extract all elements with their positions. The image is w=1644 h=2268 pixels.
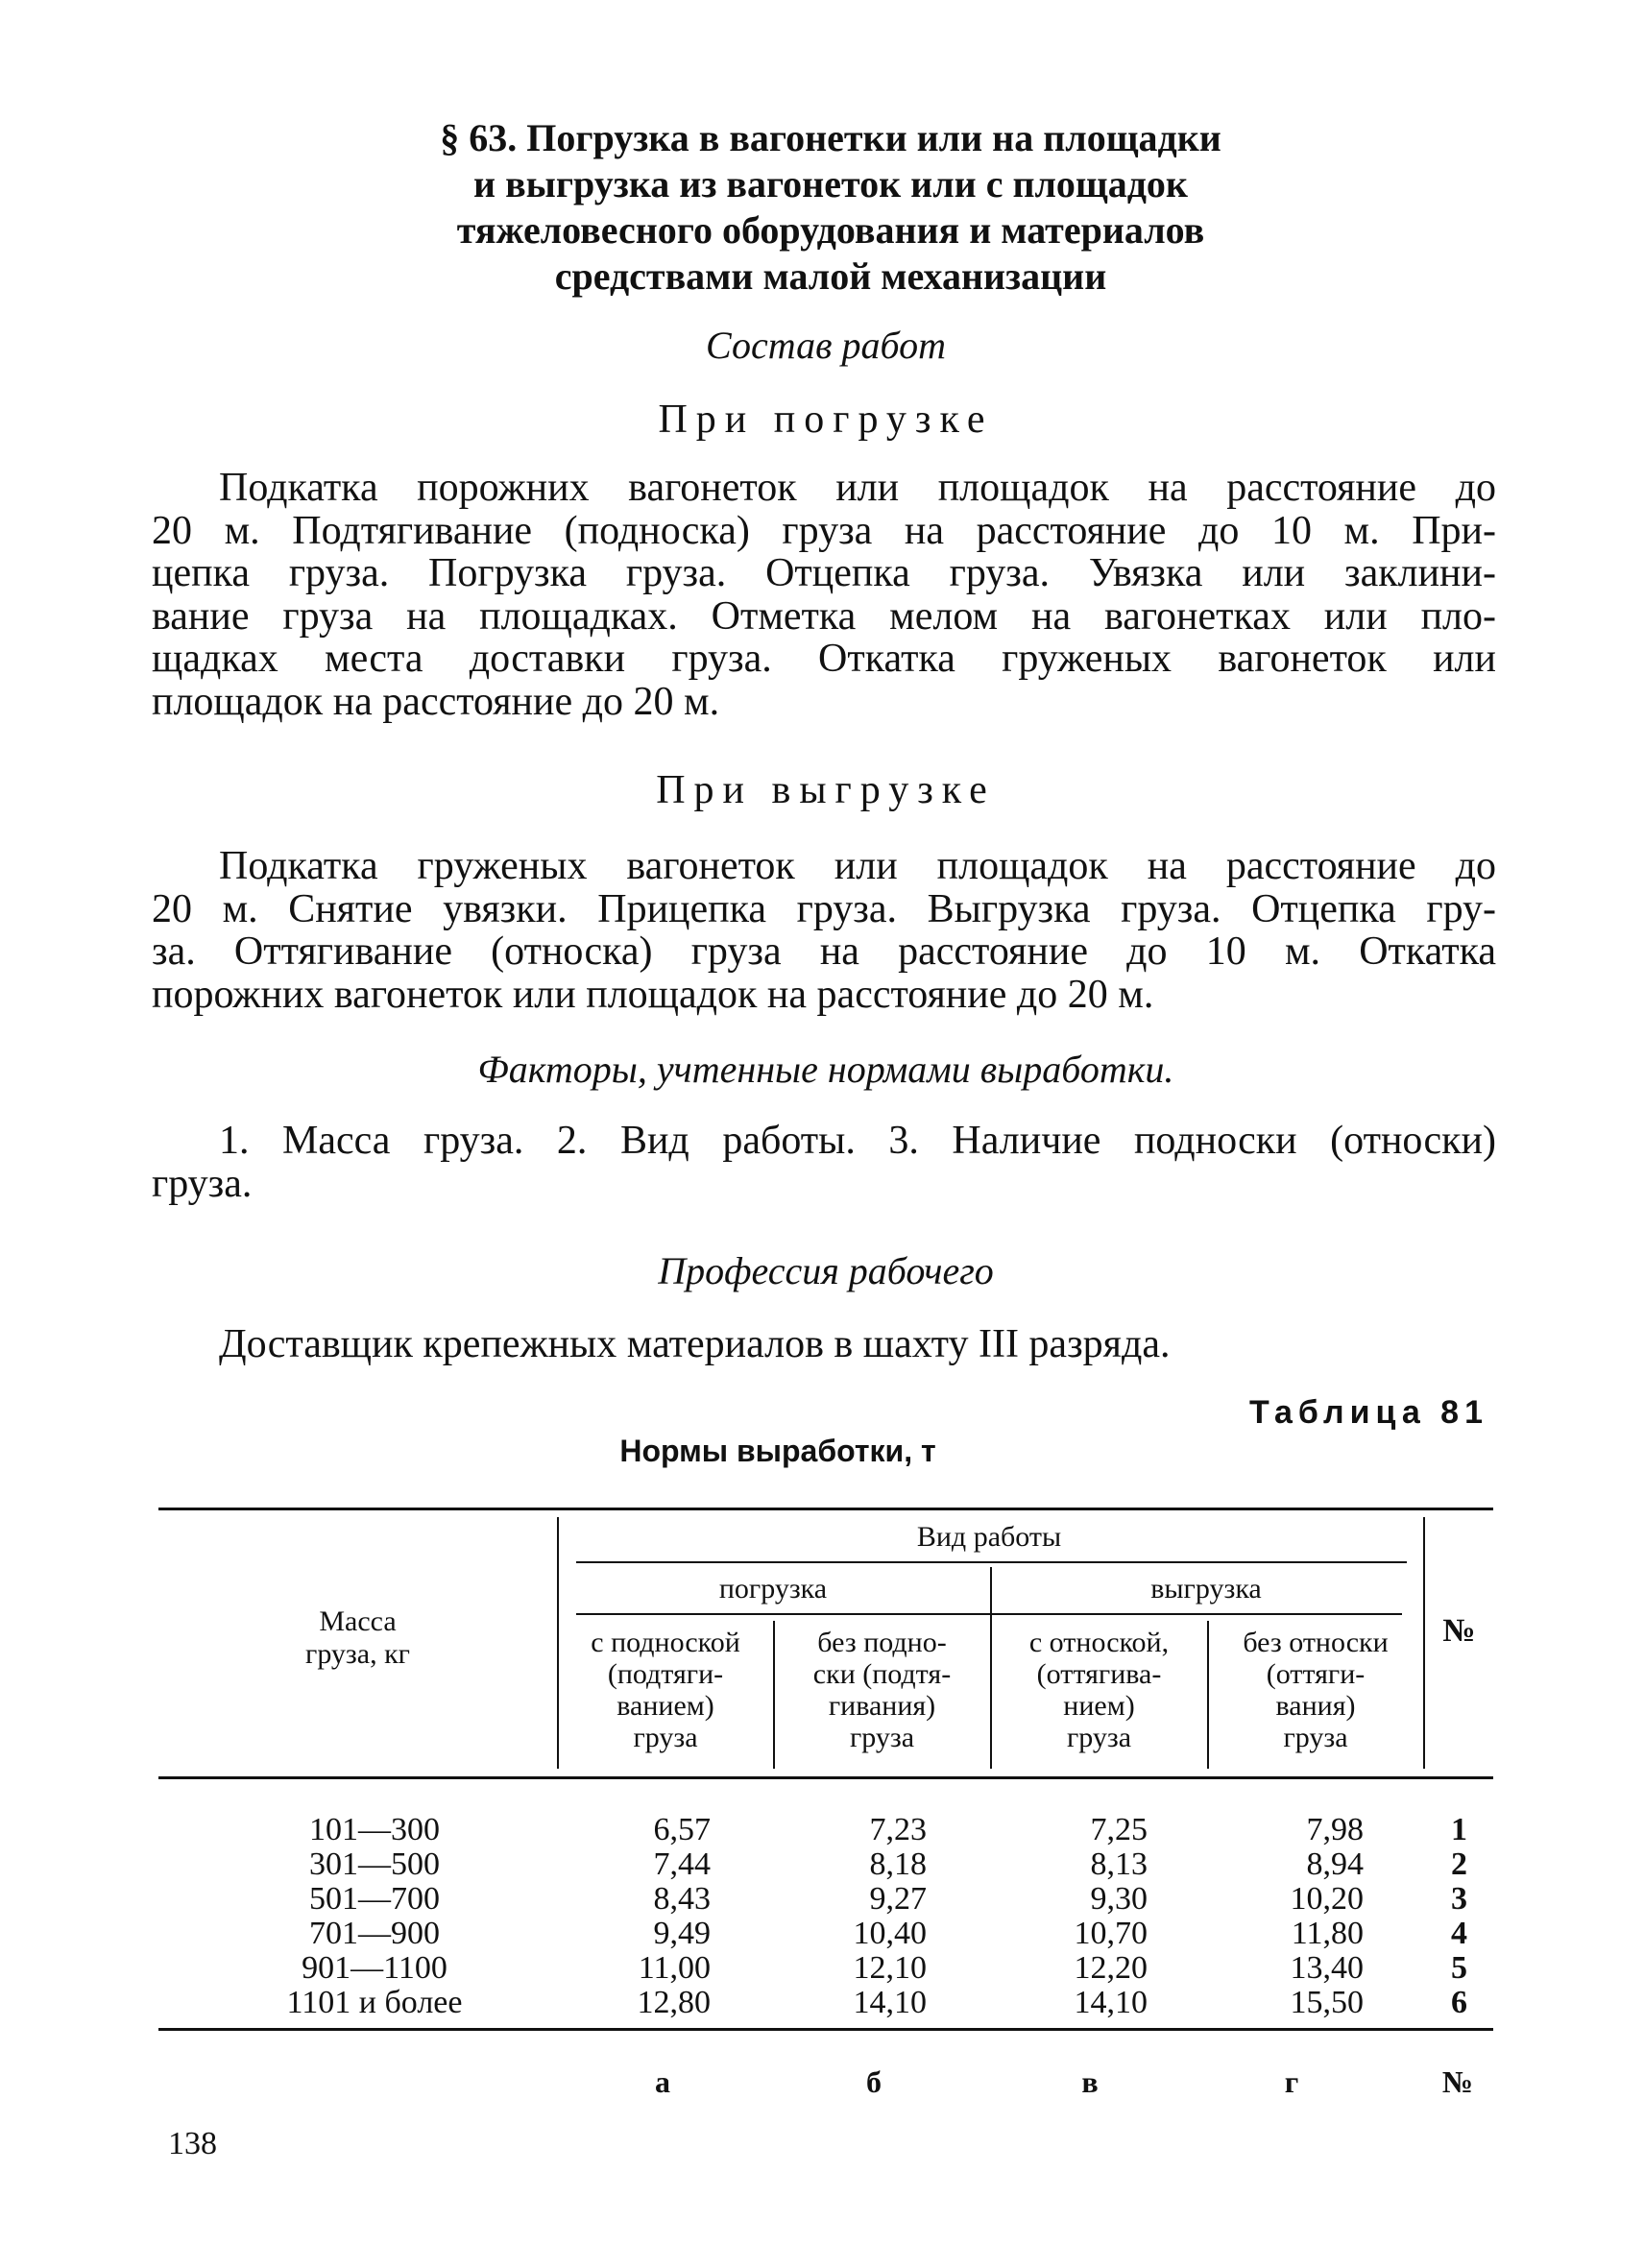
table-cell: 10,70 bbox=[1074, 1916, 1148, 1951]
table-cell-mass: 1101 и более bbox=[286, 1985, 463, 2020]
col-header-line: без подно- bbox=[817, 1627, 947, 1658]
col-c-header bbox=[992, 1627, 1206, 1753]
paragraph-line: Доставщик крепежных материалов в шахту III разряда. bbox=[219, 1322, 1171, 1366]
col-a-values bbox=[610, 1813, 711, 2020]
mass-column bbox=[245, 1813, 504, 2020]
work-type-rule bbox=[576, 1561, 1407, 1563]
col-d-values bbox=[1248, 1813, 1364, 2020]
paragraph-line: Подкатка порожних вагонеток или площадок на расстояние до bbox=[219, 466, 1496, 510]
table-cell: 11,80 bbox=[1291, 1916, 1364, 1951]
table-cell: 11,00 bbox=[638, 1950, 711, 1986]
loading-title: При погрузке bbox=[658, 398, 994, 442]
col-a-header bbox=[559, 1627, 772, 1753]
footer-letter-d: г bbox=[1284, 2064, 1299, 2099]
col-header-line: с отноской, bbox=[1028, 1627, 1170, 1658]
table-cell: 15,50 bbox=[1290, 1985, 1364, 2020]
mass-header bbox=[158, 1605, 557, 1671]
paragraph-line: 1. Масса груза. 2. Вид работы. 3. Наличие подноски (относки) bbox=[219, 1119, 1496, 1163]
heading-line: тяжеловесного оборудования и материалов bbox=[456, 208, 1205, 252]
paragraph-line: за. Оттягивание (относка) груза на расстояние до 10 м. Откатка bbox=[152, 929, 1496, 974]
col-c-values bbox=[1042, 1813, 1148, 2020]
col-header-line: груза bbox=[849, 1722, 915, 1753]
table-cell: 8,94 bbox=[1306, 1846, 1364, 1882]
loading-paragraph bbox=[152, 467, 1496, 723]
col-header-line: груза bbox=[633, 1722, 698, 1753]
col-header-line: вания) bbox=[1275, 1690, 1356, 1722]
table-cell-number: 1 bbox=[1451, 1812, 1467, 1847]
paragraph-line: порожних вагонеток или площадок на расстояние до 20 м. bbox=[152, 972, 1154, 1017]
norms-table bbox=[158, 1508, 1493, 2084]
col-b-header bbox=[775, 1627, 989, 1753]
subgroup-rule bbox=[576, 1613, 1402, 1615]
paragraph-line: Подкатка груженых вагонеток или площадок на расстояние до bbox=[219, 844, 1496, 888]
table-cell: 8,43 bbox=[653, 1881, 711, 1917]
profession-paragraph bbox=[152, 1323, 1496, 1366]
paragraph-line: груза. bbox=[152, 1161, 253, 1206]
paragraph-line: щадках места доставки груза. Откатка груженых вагонеток или bbox=[152, 637, 1496, 681]
profession-title: Профессия рабочего bbox=[658, 1249, 994, 1292]
paragraph-line: 20 м. Снятие увязки. Прицепка груза. Выгрузка груза. Отцепка гру- bbox=[152, 886, 1496, 931]
factors-title: Факторы, учтенные нормами выработки. bbox=[477, 1048, 1174, 1091]
table-cell: 12,10 bbox=[853, 1950, 927, 1986]
paragraph-line: площадок на расстояние до 20 м. bbox=[152, 679, 720, 724]
table-cell: 12,20 bbox=[1074, 1950, 1148, 1986]
section-heading bbox=[230, 115, 1431, 300]
unloading-header: выгрузка bbox=[1150, 1573, 1262, 1604]
table-cell-mass: 501—700 bbox=[309, 1881, 440, 1917]
table-cell-mass: 901—1100 bbox=[302, 1950, 447, 1986]
table-cell: 14,10 bbox=[1074, 1985, 1148, 2020]
col-header-line: (оттягива- bbox=[1036, 1658, 1162, 1690]
table-cell-number: 2 bbox=[1451, 1846, 1467, 1882]
work-type-header: Вид работы bbox=[916, 1521, 1062, 1553]
paragraph-line: вание груза на площадках. Отметка мелом на вагонетках или пло- bbox=[152, 593, 1496, 639]
unloading-title: При выгрузке bbox=[656, 768, 996, 812]
table-cell: 13,40 bbox=[1290, 1950, 1364, 1986]
page-number: 138 bbox=[168, 2126, 217, 2161]
table-cell: 7,23 bbox=[869, 1812, 927, 1847]
col-header-line: ски (подтя- bbox=[812, 1658, 952, 1690]
table-cell-number: 4 bbox=[1451, 1916, 1467, 1951]
table-header-rule bbox=[158, 1776, 1493, 1779]
col-header-line: без относки bbox=[1243, 1627, 1389, 1658]
table-cell: 14,10 bbox=[853, 1985, 927, 2020]
table-bottom-rule bbox=[158, 2028, 1493, 2031]
table-cell: 9,30 bbox=[1090, 1881, 1148, 1917]
table-cell-mass: 701—900 bbox=[309, 1916, 440, 1951]
table-cell: 7,98 bbox=[1306, 1812, 1364, 1847]
table-caption: Таблица 81 bbox=[1249, 1394, 1488, 1431]
table-title: Нормы выработки, т bbox=[619, 1434, 936, 1468]
table-cell: 8,13 bbox=[1090, 1846, 1148, 1882]
table-cell: 9,49 bbox=[653, 1916, 711, 1951]
table-cell-number: 5 bbox=[1451, 1950, 1467, 1986]
footer-number-sign: № bbox=[1441, 2064, 1474, 2099]
col-header-line: груза bbox=[1066, 1722, 1132, 1753]
heading-line: § 63. Погрузка в вагонетки или на площадки bbox=[440, 116, 1221, 159]
col-header-line: с подноской bbox=[591, 1627, 740, 1658]
footer-letter-c: в bbox=[1081, 2064, 1099, 2099]
paragraph-line: цепка груза. Погрузка груза. Отцепка груза. Увязка или заклини- bbox=[152, 551, 1496, 595]
mass-header-line: Масса bbox=[319, 1605, 397, 1637]
col-header-line: нием) bbox=[1063, 1690, 1135, 1722]
composition-title: Состав работ bbox=[706, 324, 946, 367]
table-cell: 10,40 bbox=[853, 1916, 927, 1951]
mass-header-line: груза, кг bbox=[305, 1638, 410, 1670]
unloading-paragraph bbox=[152, 845, 1496, 1016]
table-cell: 7,25 bbox=[1090, 1812, 1148, 1847]
footer-letter-b: б bbox=[866, 2064, 882, 2099]
table-cell: 8,18 bbox=[869, 1846, 927, 1882]
table-cell-mass: 101—300 bbox=[309, 1812, 440, 1847]
table-cell: 12,80 bbox=[637, 1985, 711, 2020]
number-column bbox=[1425, 1813, 1493, 2020]
col-d-header bbox=[1209, 1627, 1422, 1753]
col-header-line: ванием) bbox=[616, 1690, 714, 1722]
col-header-line: (оттяги- bbox=[1266, 1658, 1366, 1690]
heading-line: средствами малой механизации bbox=[554, 254, 1107, 298]
loading-header: погрузка bbox=[718, 1573, 828, 1604]
col-header-line: гивания) bbox=[828, 1690, 936, 1722]
table-cell-number: 3 bbox=[1451, 1881, 1467, 1917]
col-b-values bbox=[821, 1813, 927, 2020]
table-cell: 10,20 bbox=[1290, 1881, 1364, 1917]
table-cell: 7,44 bbox=[653, 1846, 711, 1882]
footer-letter-a: а bbox=[655, 2064, 670, 2099]
col-header-line: груза bbox=[1283, 1722, 1348, 1753]
table-cell-mass: 301—500 bbox=[309, 1846, 440, 1882]
table-cell: 6,57 bbox=[653, 1812, 711, 1847]
table-cell: 9,27 bbox=[869, 1881, 927, 1917]
heading-line: и выгрузка из вагонеток или с площадок bbox=[473, 162, 1188, 205]
number-header: № bbox=[1442, 1613, 1476, 1649]
factors-paragraph bbox=[152, 1120, 1496, 1205]
paragraph-line: 20 м. Подтягивание (подноска) груза на расстояние до 10 м. При- bbox=[152, 508, 1496, 553]
table-cell-number: 6 bbox=[1451, 1985, 1467, 2020]
col-header-line: (подтяги- bbox=[607, 1658, 724, 1690]
table-top-rule bbox=[158, 1508, 1493, 1510]
